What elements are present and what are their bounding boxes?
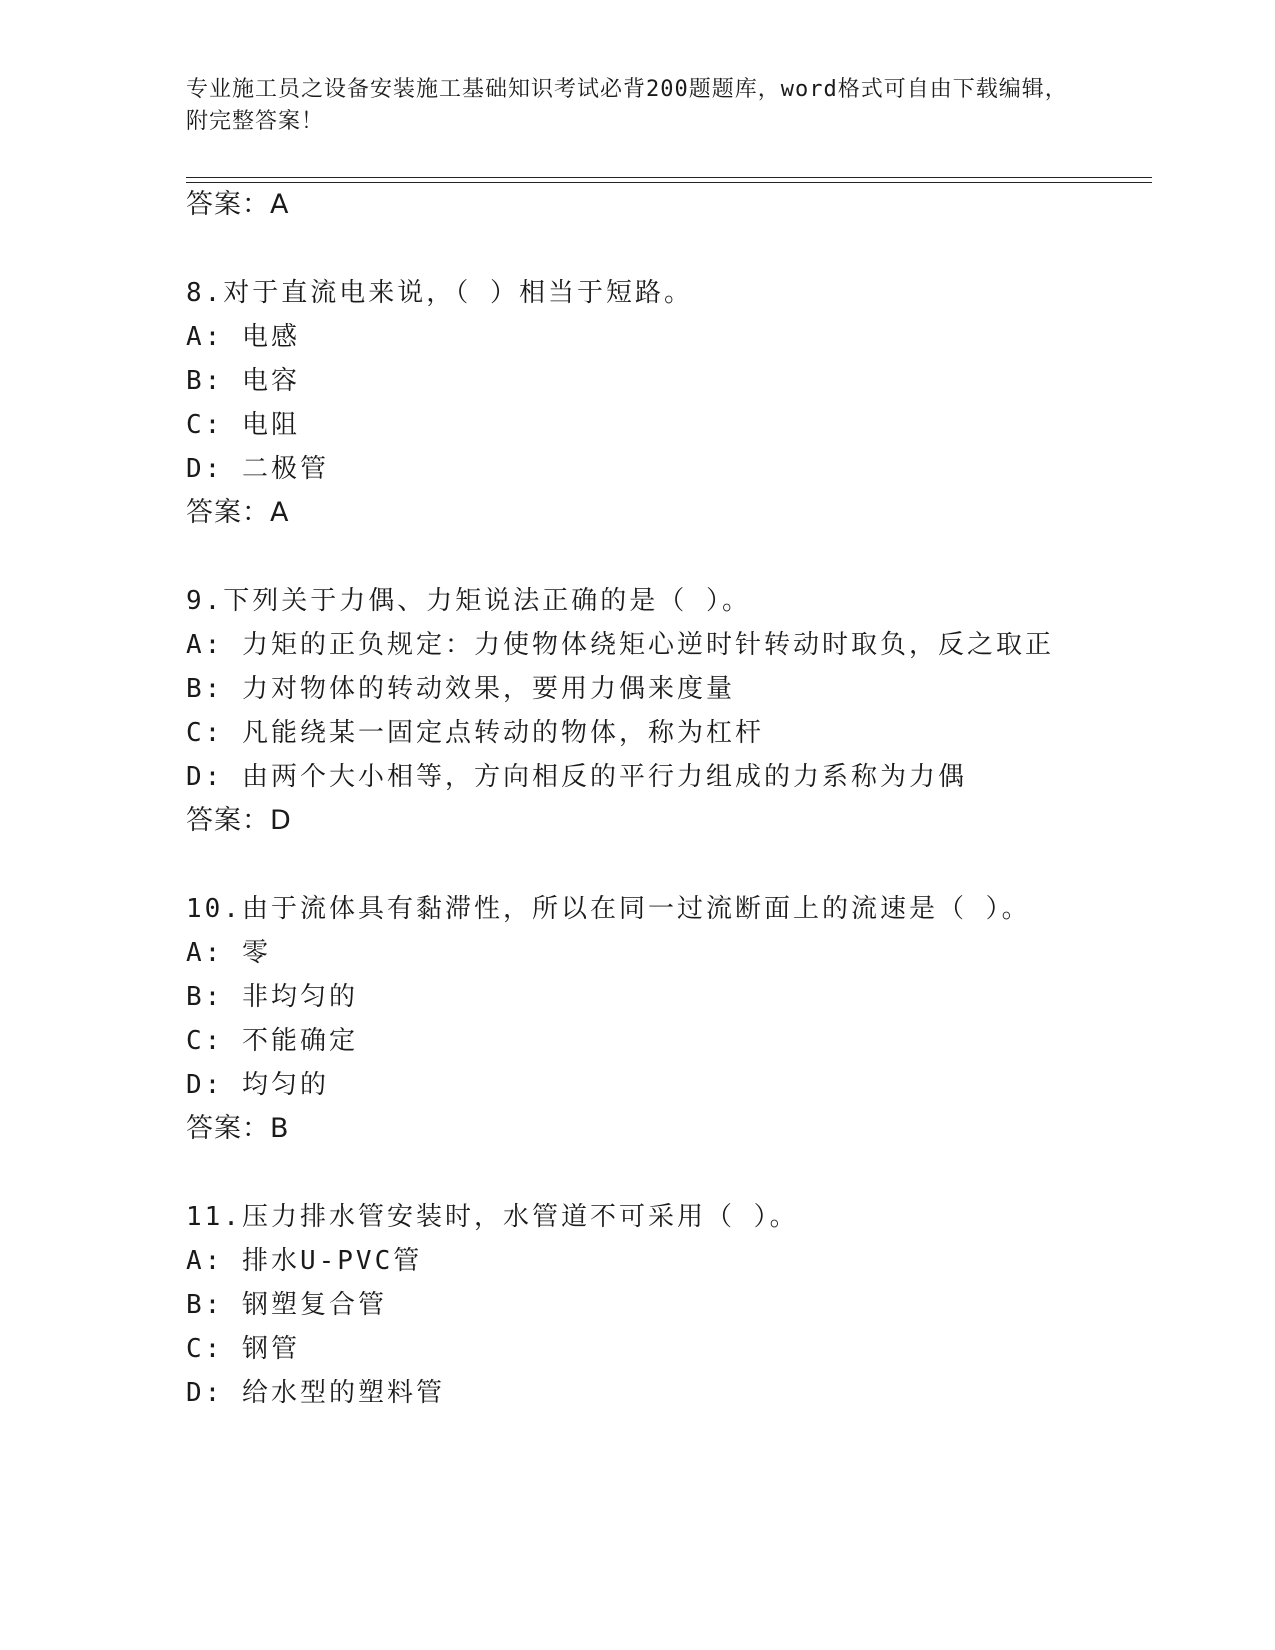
question-10-option-c: C: 不能确定 — [186, 1026, 358, 1056]
question-9-option-c: C: 凡能绕某一固定点转动的物体，称为杠杆 — [186, 718, 764, 748]
question-8-answer: 答案：A — [186, 497, 290, 528]
question-10-stem: 10.由于流体具有黏滞性，所以在同一过流断面上的流速是（ ）。 — [186, 894, 1031, 924]
question-11-option-a: A: 排水U-PVC管 — [186, 1246, 423, 1276]
question-11-option-b: B: 钢塑复合管 — [186, 1290, 387, 1320]
document-header: 专业施工员之设备安装施工基础知识考试必背200题题库，word格式可自由下载编辑，附完整答案！ — [186, 77, 1068, 134]
question-8-stem: 8.对于直流电来说，（ ）相当于短路。 — [186, 278, 693, 308]
question-8-option-d: D: 二极管 — [186, 454, 329, 484]
header-rule-bottom — [186, 182, 1152, 183]
question-10-option-b: B: 非均匀的 — [186, 982, 358, 1012]
question-11-option-d: D: 给水型的塑料管 — [186, 1378, 445, 1408]
question-9-answer: 答案：D — [186, 805, 292, 836]
question-9-option-b: B: 力对物体的转动效果，要用力偶来度量 — [186, 674, 735, 704]
answer-previous: 答案：A — [186, 189, 290, 220]
question-9-option-a: A: 力矩的正负规定：力使物体绕矩心逆时针转动时取负，反之取正 — [186, 630, 1054, 660]
question-11-option-c: C: 钢管 — [186, 1334, 300, 1364]
header-rule-top — [186, 177, 1152, 178]
question-8-option-b: B: 电容 — [186, 366, 300, 396]
question-10-option-a: A: 零 — [186, 938, 271, 968]
question-9-option-d: D: 由两个大小相等，方向相反的平行力组成的力系称为力偶 — [186, 762, 967, 792]
question-10-option-d: D: 均匀的 — [186, 1070, 329, 1100]
question-11-stem: 11.压力排水管安装时，水管道不可采用（ ）。 — [186, 1202, 799, 1232]
question-8-option-a: A: 电感 — [186, 322, 300, 352]
question-9-stem: 9.下列关于力偶、力矩说法正确的是（ ）。 — [186, 586, 751, 616]
question-10-answer: 答案：B — [186, 1113, 290, 1144]
question-8-option-c: C: 电阻 — [186, 410, 300, 440]
